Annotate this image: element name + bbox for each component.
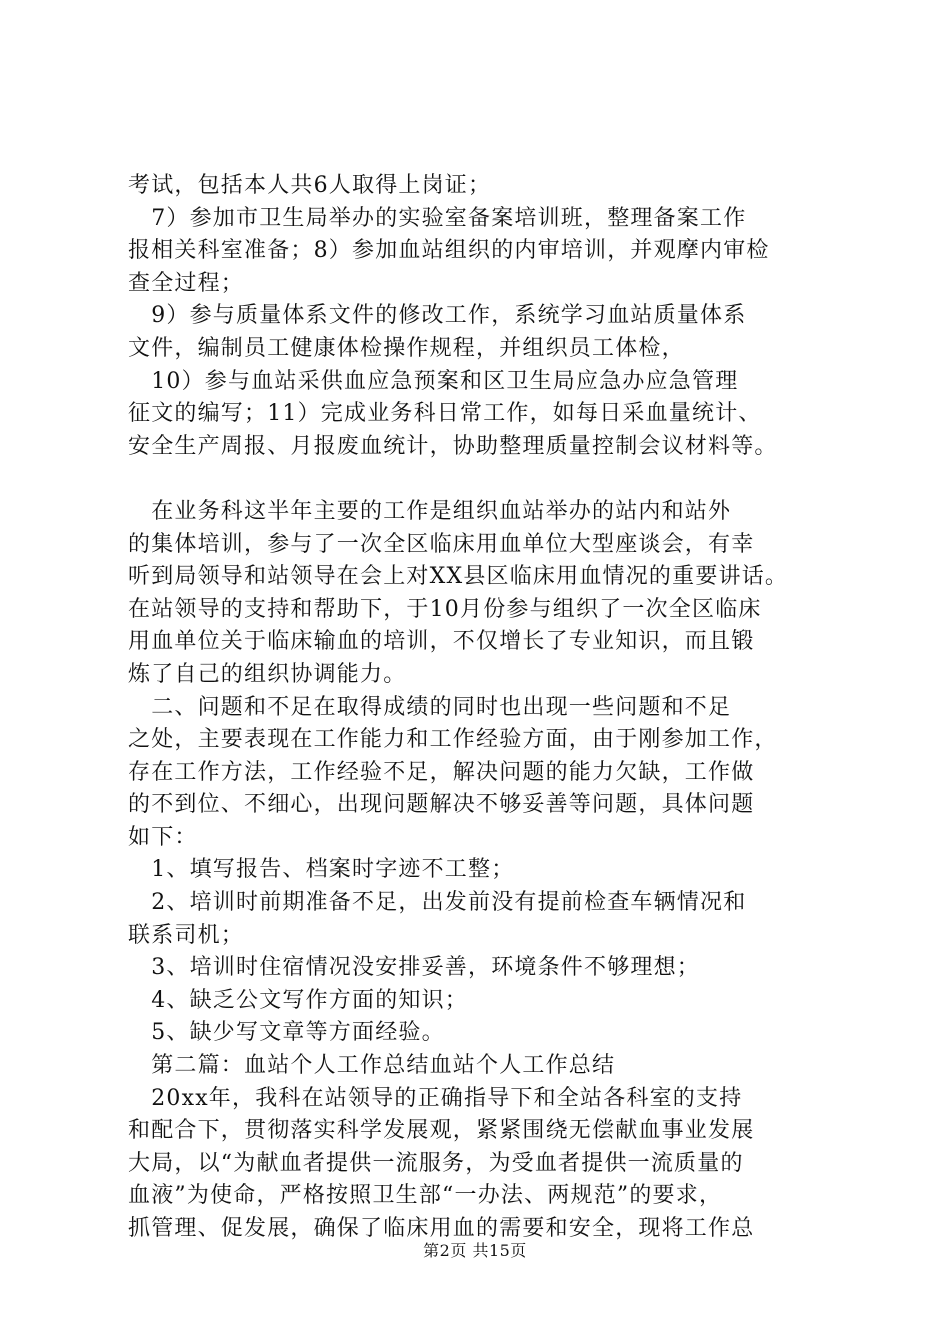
text-line: 考试，包括本人共6人取得上岗证；: [128, 173, 492, 198]
text-line: 的不到位、不细心，出现问题解决不够妥善等问题，具体问题: [128, 792, 755, 818]
text-line: 征文的编写；11）完成业务科日常工作，如每日采血量统计、: [128, 401, 762, 427]
text-line: 查全过程；: [128, 270, 245, 296]
text-line: 9）参与质量体系文件的修改工作，系统学习血站质量体系: [128, 303, 747, 329]
text-line: 如下：: [128, 824, 198, 850]
text-line: 二、问题和不足在取得成绩的同时也出现一些问题和不足: [128, 694, 732, 720]
page-footer: 第2页 共15页: [423, 1241, 527, 1260]
text-line: 用血单位关于临床输血的培训，不仅增长了专业知识，而且锻: [128, 629, 755, 655]
text-line: 3、培训时住宿情况没安排妥善，环境条件不够理想；: [128, 955, 700, 981]
text-line: 1、填写报告、档案时字迹不工整；: [128, 857, 515, 883]
text-line: 和配合下，贯彻落实科学发展观，紧紧围绕无偿献血事业发展: [128, 1118, 755, 1144]
blank-line: [128, 463, 848, 496]
text-line: 炼了自己的组织协调能力。: [128, 661, 407, 687]
text-line: 2、培训时前期准备不足，出发前没有提前检查车辆情况和: [128, 890, 747, 916]
text-line: 联系司机；: [128, 922, 245, 948]
text-line: 10）参与血站采供血应急预案和区卫生局应急办应急管理: [128, 368, 739, 394]
text-line: 的集体培训，参与了一次全区临床用血单位大型座谈会，有幸: [128, 531, 755, 557]
text-line: 抓管理、促发展，确保了临床用血的需要和安全，现将工作总: [128, 1216, 755, 1241]
text-line: 听到局领导和站领导在会上对XX县区临床用血情况的重要讲话。: [128, 564, 789, 590]
text-line: 安全生产周报、月报废血统计，协助整理质量控制会议材料等。: [128, 433, 778, 459]
text-line: 血液”为使命，严格按照卫生部“一办法、两规范”的要求，: [128, 1183, 723, 1209]
text-line: 大局，以“为献血者提供一流服务，为受血者提供一流质量的: [128, 1150, 744, 1176]
text-line: 之处，主要表现在工作能力和工作经验方面，由于刚参加工作，: [128, 727, 778, 753]
text-line: 4、缺乏公文写作方面的知识；: [128, 987, 468, 1013]
section-heading: 第二篇：血站个人工作总结血站个人工作总结: [128, 1053, 616, 1079]
text-line: 报相关科室准备；8）参加血站组织的内审培训，并观摩内审检: [128, 238, 770, 264]
text-line: 存在工作方法，工作经验不足，解决问题的能力欠缺，工作做: [128, 759, 755, 785]
text-line: 20xx年，我科在站领导的正确指导下和全站各科室的支持: [128, 1085, 743, 1111]
text-line: 在站领导的支持和帮助下，于10月份参与组织了一次全区临床: [128, 596, 762, 622]
body-text: [128, 170, 848, 1246]
text-line: 5、缺少写文章等方面经验。: [128, 1020, 445, 1046]
text-line: 文件，编制员工健康体检操作规程，并组织员工体检，: [128, 335, 685, 361]
text-line: 7）参加市卫生局举办的实验室备案培训班，整理备案工作: [128, 205, 747, 231]
text-line: 在业务科这半年主要的工作是组织血站举办的站内和站外: [128, 498, 732, 524]
